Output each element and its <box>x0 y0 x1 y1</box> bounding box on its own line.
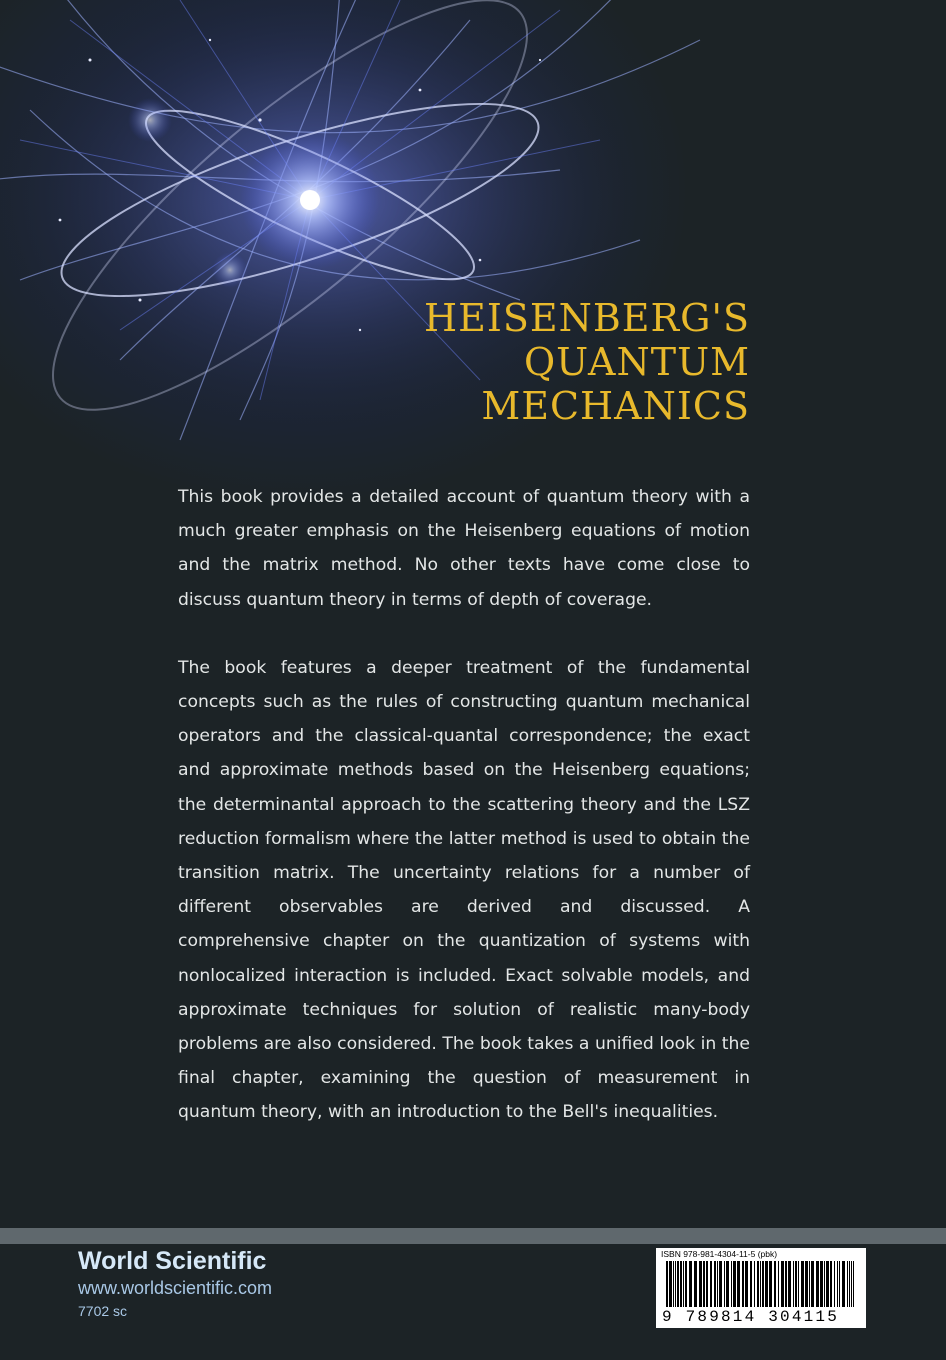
barcode-bar <box>683 1261 684 1307</box>
isbn-label: ISBN 978-981-4304-11-5 (pbk) <box>661 1249 778 1259</box>
description-paragraph-1: This book provides a detailed account of quantum theory with a much greater emphasis on the Heisenberg equations of motion and the matrix method. No other texts have come close to discuss quantum theory in terms of depth of coverage. <box>178 487 750 610</box>
barcode-bar <box>754 1261 755 1307</box>
barcode-bar <box>757 1261 759 1307</box>
barcode-bar <box>719 1261 722 1307</box>
barcode-bar <box>706 1261 708 1307</box>
barcode-bar <box>731 1261 732 1307</box>
barcode-bar <box>685 1261 687 1307</box>
publisher-name: World Scientific <box>78 1247 267 1275</box>
barcode-bar <box>750 1261 752 1307</box>
barcode-bar <box>677 1261 679 1307</box>
barcode-bar <box>745 1261 748 1307</box>
barcode-bar <box>842 1261 845 1307</box>
barcode-bar <box>805 1261 808 1307</box>
barcode-bar <box>774 1261 776 1307</box>
barcode-bar <box>778 1261 779 1307</box>
publisher-block <box>78 1246 272 1322</box>
barcode-bar <box>724 1261 725 1307</box>
barcode-bar <box>801 1261 804 1307</box>
barcode-bar <box>824 1261 825 1307</box>
barcode-bar <box>673 1261 674 1307</box>
barcode-bar <box>851 1261 852 1307</box>
barcode-bar <box>733 1261 736 1307</box>
barcode-bar <box>710 1261 712 1307</box>
footer-divider-bar <box>0 1228 946 1244</box>
barcode-bar <box>689 1261 692 1307</box>
barcode-bar <box>694 1261 697 1307</box>
barcode-bar <box>714 1261 716 1307</box>
barcode-bar <box>765 1261 768 1307</box>
book-description <box>178 480 750 1164</box>
barcode-bar <box>847 1261 848 1307</box>
barcode-bar <box>834 1261 835 1307</box>
barcode-bar <box>816 1261 819 1307</box>
barcode-bar <box>717 1261 718 1307</box>
description-paragraph-2: The book features a deeper treatment of the fundamental concepts such as the rules of constructing quantum mechanical operators and the classical-quantal correspondence; the exact and approximate methods based on the Heisenberg equations; the determinantal approach to the scattering theory and the LSZ reduction formalism where the latter method is used to obtain the transition matrix. The uncertainty relations for a number of different observables are derived and discussed. A comprehensive chapter on the quantization of systems with nonlocalized interaction is included. Exact solvable models, and approximate techniques for solution of realistic many-body problems are also considered. The book takes a unified look in the final chapter, examining the question of measurement in quantum theory, with an introduction to the Bell's inequalities. <box>178 657 750 1123</box>
barcode-bar <box>737 1261 740 1307</box>
title-line-3: MECHANICS <box>481 384 750 428</box>
barcode-bar <box>703 1261 705 1307</box>
barcode-bar <box>669 1261 672 1307</box>
barcode-bar <box>742 1261 744 1307</box>
barcode-bar <box>675 1261 676 1307</box>
barcode-bar <box>853 1261 854 1307</box>
barcode-bar <box>666 1261 668 1307</box>
barcode-bar <box>785 1261 787 1307</box>
barcode-bar <box>820 1261 823 1307</box>
barcode-bar <box>760 1261 761 1307</box>
barcode-number: 9 789814 304115 <box>662 1308 840 1326</box>
barcode-bars <box>664 1261 860 1307</box>
title-line-1: HEISENBERG'S <box>423 296 750 340</box>
isbn-barcode <box>656 1248 866 1328</box>
barcode-bar <box>793 1261 794 1307</box>
barcode-bar <box>788 1261 791 1307</box>
barcode-bar <box>762 1261 764 1307</box>
barcode-bar <box>849 1261 850 1307</box>
barcode-bar <box>839 1261 840 1307</box>
title-line-2: QUANTUM <box>524 340 750 384</box>
publisher-url[interactable]: www.worldscientific.com <box>78 1278 273 1298</box>
barcode-bar <box>699 1261 702 1307</box>
barcode-bar <box>811 1261 814 1307</box>
barcode-bar <box>837 1261 838 1307</box>
barcode-bar <box>781 1261 784 1307</box>
barcode-bar <box>830 1261 832 1307</box>
barcode-bar <box>798 1261 799 1307</box>
product-code: 7702 sc <box>78 1303 128 1319</box>
barcode-bar <box>809 1261 810 1307</box>
barcode-bar <box>680 1261 682 1307</box>
barcode-bar <box>826 1261 829 1307</box>
barcode-bar <box>769 1261 772 1307</box>
barcode-bar <box>795 1261 797 1307</box>
barcode-bar <box>726 1261 729 1307</box>
book-title <box>424 296 750 428</box>
